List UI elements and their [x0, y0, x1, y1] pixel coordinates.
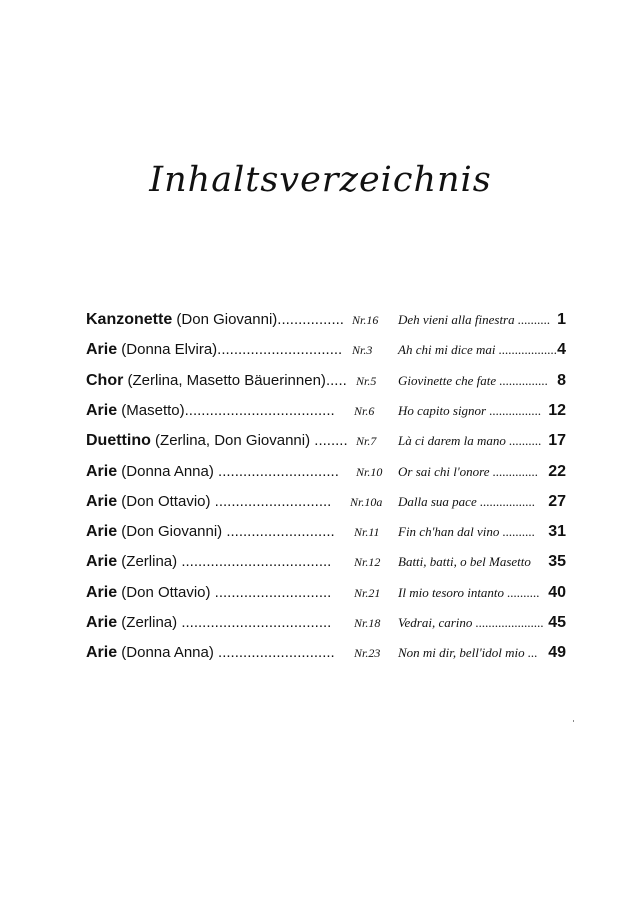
entry-page-number: 17 — [548, 432, 566, 450]
entry-incipit: Batti, batti, o bel Masetto — [398, 554, 531, 570]
entry-incipit: Ah chi mi dice mai .................. — [398, 342, 558, 358]
entry-page-number: 31 — [548, 523, 566, 541]
toc-entry — [0, 578, 641, 602]
entry-work-type: Arie — [86, 462, 118, 480]
entry-work-type: Arie — [86, 401, 118, 419]
entry-leader-dots: .................................... — [181, 614, 332, 631]
entry-title-line — [86, 402, 335, 420]
entry-number: Nr.12 — [354, 555, 381, 570]
entry-title-line — [86, 614, 331, 632]
entry-title-line — [86, 523, 335, 541]
entry-leader-dots: ............................. — [218, 462, 339, 480]
entry-title-line — [86, 311, 344, 329]
entry-page-number: 49 — [548, 644, 566, 662]
entry-number: Nr.16 — [352, 313, 379, 327]
entry-title-line — [86, 432, 348, 450]
entry-work-type: Arie — [86, 523, 118, 541]
toc-entry — [0, 487, 641, 511]
entry-leader-dots: .......................... — [226, 523, 335, 541]
entry-work-type: Arie — [86, 341, 118, 359]
entry-number: Nr.10a — [350, 494, 383, 509]
entry-work-type: Arie — [86, 492, 118, 510]
entry-page-number: 22 — [548, 462, 566, 480]
entry-roles: (Donna Anna) — [117, 462, 219, 480]
entry-incipit: Là ci darem la mano .......... — [398, 433, 542, 449]
toc-entry — [0, 608, 641, 632]
entry-leader-dots: .............................. — [217, 341, 343, 359]
entry-leader-dots: ............................ — [214, 492, 332, 510]
entry-incipit: Or sai chi l'onore .............. — [398, 463, 539, 479]
entry-roles: (Masetto) — [117, 401, 185, 419]
entry-work-type: Arie — [86, 583, 118, 601]
entry-work-type: Kanzonette — [86, 311, 173, 328]
entry-roles: (Zerlina) — [117, 614, 182, 631]
entry-number: Nr.6 — [354, 403, 375, 418]
scan-speck — [573, 720, 574, 722]
entry-roles: (Zerlina, Masetto Bäuerinnen) — [123, 371, 326, 389]
toc-entry — [0, 517, 641, 541]
entry-page-number: 35 — [548, 553, 566, 571]
entry-title-line — [86, 553, 331, 571]
entry-page-number: 12 — [548, 401, 566, 419]
entry-number: Nr.3 — [352, 343, 373, 358]
entry-incipit: Giovinette che fate ............... — [398, 372, 549, 388]
toc-entry — [0, 366, 641, 390]
entry-leader-dots: ..... — [325, 371, 347, 389]
entry-work-type: Chor — [86, 371, 124, 389]
entry-number: Nr.10 — [356, 464, 383, 479]
entry-roles: (Don Ottavio) — [117, 583, 215, 601]
entry-leader-dots: .................................... — [181, 553, 332, 571]
entry-roles: (Don Giovanni) — [172, 311, 278, 328]
entry-page-number: 1 — [557, 311, 566, 328]
entry-incipit: Il mio tesoro intanto .......... — [398, 584, 540, 600]
toc-entry — [0, 547, 641, 571]
entry-title-line — [86, 463, 339, 481]
entry-work-type: Arie — [86, 644, 118, 662]
entry-title-line — [86, 584, 331, 602]
entry-leader-dots: ................ — [277, 311, 344, 328]
entry-page-number: 40 — [548, 583, 566, 601]
entry-work-type: Arie — [86, 614, 118, 631]
entry-leader-dots: ........ — [314, 432, 348, 450]
toc-entry — [0, 426, 641, 450]
entry-page-number: 4 — [557, 341, 566, 359]
entry-incipit: Deh vieni alla finestra .......... — [398, 312, 551, 327]
entry-leader-dots: ............................ — [214, 583, 332, 601]
entry-roles: (Don Ottavio) — [117, 492, 215, 510]
page-title: Inhaltsverzeichnis — [149, 160, 492, 200]
entry-incipit: Vedrai, carino ..................... — [398, 615, 544, 630]
entry-number: Nr.7 — [356, 434, 377, 449]
toc-entry — [0, 638, 641, 662]
entry-title-line — [86, 341, 342, 359]
entry-leader-dots: .................................... — [184, 401, 335, 419]
entry-number: Nr.18 — [354, 616, 381, 630]
entry-incipit: Dalla sua pace ................. — [398, 493, 536, 509]
entry-incipit: Non mi dir, bell'idol mio ... — [398, 645, 538, 661]
entry-roles: (Donna Elvira) — [117, 341, 218, 359]
entry-page-number: 8 — [557, 371, 566, 389]
entry-number: Nr.5 — [356, 373, 377, 388]
entry-title-line — [86, 493, 331, 511]
entry-number: Nr.21 — [354, 585, 381, 600]
entry-title-line — [86, 372, 347, 390]
entry-roles: (Zerlina) — [117, 553, 182, 571]
toc-entry — [0, 305, 641, 329]
entry-roles: (Donna Anna) — [117, 644, 219, 662]
entry-incipit: Fin ch'han dal vino .......... — [398, 524, 536, 540]
entry-title-line — [86, 644, 335, 662]
toc-entry — [0, 335, 641, 359]
entry-number: Nr.11 — [354, 525, 380, 540]
entry-roles: (Don Giovanni) — [117, 523, 227, 541]
entry-page-number: 45 — [548, 614, 566, 631]
entry-number: Nr.23 — [354, 646, 381, 661]
entry-incipit: Ho capito signor ................ — [398, 402, 542, 418]
toc-entry — [0, 396, 641, 420]
entry-work-type: Duettino — [86, 432, 151, 450]
entry-leader-dots: ............................ — [218, 644, 335, 662]
entry-page-number: 27 — [548, 492, 566, 510]
entry-roles: (Zerlina, Don Giovanni) — [150, 432, 315, 450]
entry-work-type: Arie — [86, 553, 118, 571]
toc-entry — [0, 457, 641, 481]
